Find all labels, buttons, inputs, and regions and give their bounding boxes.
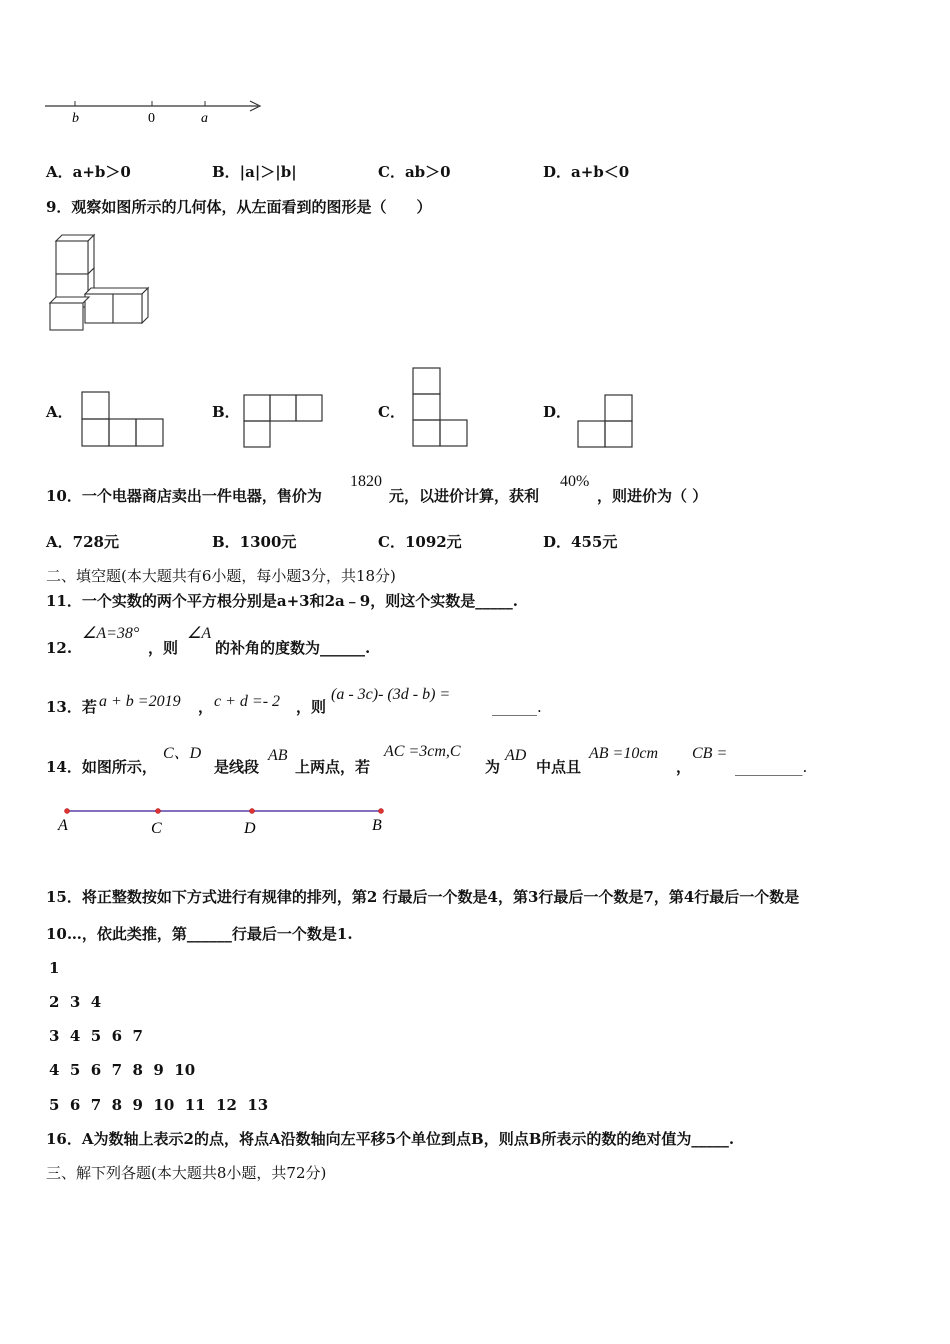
q14-text-2: 上两点，若 (295, 758, 371, 776)
q14-text-3: 为 (485, 758, 501, 776)
q10-rate: 40% (560, 473, 590, 490)
q12-number: 12. (46, 639, 73, 657)
q9-option-a-label: A． (46, 403, 73, 421)
q14-label-c: C (151, 820, 162, 837)
q10-price: 1820 (350, 473, 382, 490)
label-a: a (201, 111, 208, 126)
q13-text-1: ，则 (296, 698, 327, 716)
q9-option-b-label: B． (212, 403, 240, 421)
q13-blank: ______. (492, 698, 542, 716)
q10-text-3: ，则进价为（ ） (597, 487, 708, 505)
q9-option-a-figure (80, 390, 170, 450)
q10-option-d: D．455元 (543, 533, 618, 551)
q14-ab: AB (268, 747, 288, 764)
q12-text-2: 的补角的度数为______. (215, 639, 371, 657)
q14-cd: C、D (163, 745, 202, 762)
q15-line-2: 10…，依此类推，第______行最后一个数是1. (46, 925, 353, 943)
q9-option-b-figure (242, 393, 332, 453)
q15-row-4: 4 5 6 7 8 9 10 (49, 1061, 196, 1079)
q15-row-3: 3 4 5 6 7 (49, 1027, 143, 1045)
q13-expr-3: (a - 3c)- (3d - b) = (331, 686, 451, 703)
q12-text-1: ，则 (148, 639, 179, 657)
q9-option-d-figure (576, 393, 646, 453)
q10-option-b: B．1300元 (212, 533, 297, 551)
q8-option-b: B．|a|＞|b| (212, 163, 297, 181)
q9-solid-figure (45, 232, 155, 332)
q14-ab10: AB =10cm (589, 745, 658, 762)
q10-option-c: C．1092元 (378, 533, 462, 551)
q8-option-d: D．a+b＜0 (543, 163, 630, 181)
q14-blank: _________. (735, 758, 808, 776)
q8-option-a: A．a+b＞0 (46, 163, 131, 181)
q14-segment-figure (50, 800, 400, 842)
q14-label-a: A (58, 817, 68, 834)
q15-row-1: 1 (49, 959, 60, 977)
q14-text-5: ， (676, 758, 692, 776)
q12-angle: ∠A=38° (82, 625, 140, 642)
q12-angle-a: ∠A (187, 625, 212, 642)
q15-line-1: 15．将正整数按如下方式进行有规律的排列，第2 行最后一个数是4，第3行最后一个数是7，第4行最后一个数是 (46, 888, 800, 906)
q16-question: 16．A为数轴上表示2的点，将点A沿数轴向左平移5个单位到点B，则点B所表示的数的绝对值为_____. (46, 1130, 735, 1148)
q9-question: 9．观察如图所示的几何体，从左面看到的图形是（ ） (46, 198, 432, 216)
q9-option-d-label: D． (543, 403, 572, 421)
section-2-heading: 二、填空题(本大题共有6小题，每小题3分，共18分) (46, 567, 396, 585)
q14-ac: AC =3cm,C (384, 743, 461, 760)
q14-label-d: D (244, 820, 256, 837)
q14-ad: AD (505, 747, 527, 764)
q14-number: 14．如图所示， (46, 758, 157, 776)
q14-cb: CB = (692, 745, 728, 762)
q13-expr-2: c + d =- 2 (214, 693, 281, 710)
number-line-figure (40, 96, 270, 126)
q9-option-c-figure (411, 366, 481, 456)
label-b: b (72, 111, 79, 126)
q8-option-c: C．ab＞0 (378, 163, 451, 181)
q10-text-2: 元，以进价计算，获利 (389, 487, 540, 505)
q10-text-1: 10．一个电器商店卖出一件电器，售价为 (46, 487, 322, 505)
q9-option-c-label: C． (378, 403, 405, 421)
q13-number: 13．若 (46, 698, 97, 716)
q14-label-b: B (372, 817, 382, 834)
q10-option-a: A．728元 (46, 533, 119, 551)
q15-row-5: 5 6 7 8 9 10 11 12 13 (49, 1096, 269, 1114)
q13-sep: ， (198, 698, 214, 716)
label-zero: 0 (148, 111, 155, 126)
q15-row-2: 2 3 4 (49, 993, 102, 1011)
q14-text-4: 中点且 (536, 758, 582, 776)
q13-expr-1: a + b =2019 (99, 693, 181, 710)
section-3-heading: 三、解下列各题(本大题共8小题，共72分) (46, 1164, 327, 1182)
q11-question: 11．一个实数的两个平方根分别是a+3和2a﹣9，则这个实数是_____. (46, 592, 518, 610)
q14-text-1: 是线段 (214, 758, 260, 776)
